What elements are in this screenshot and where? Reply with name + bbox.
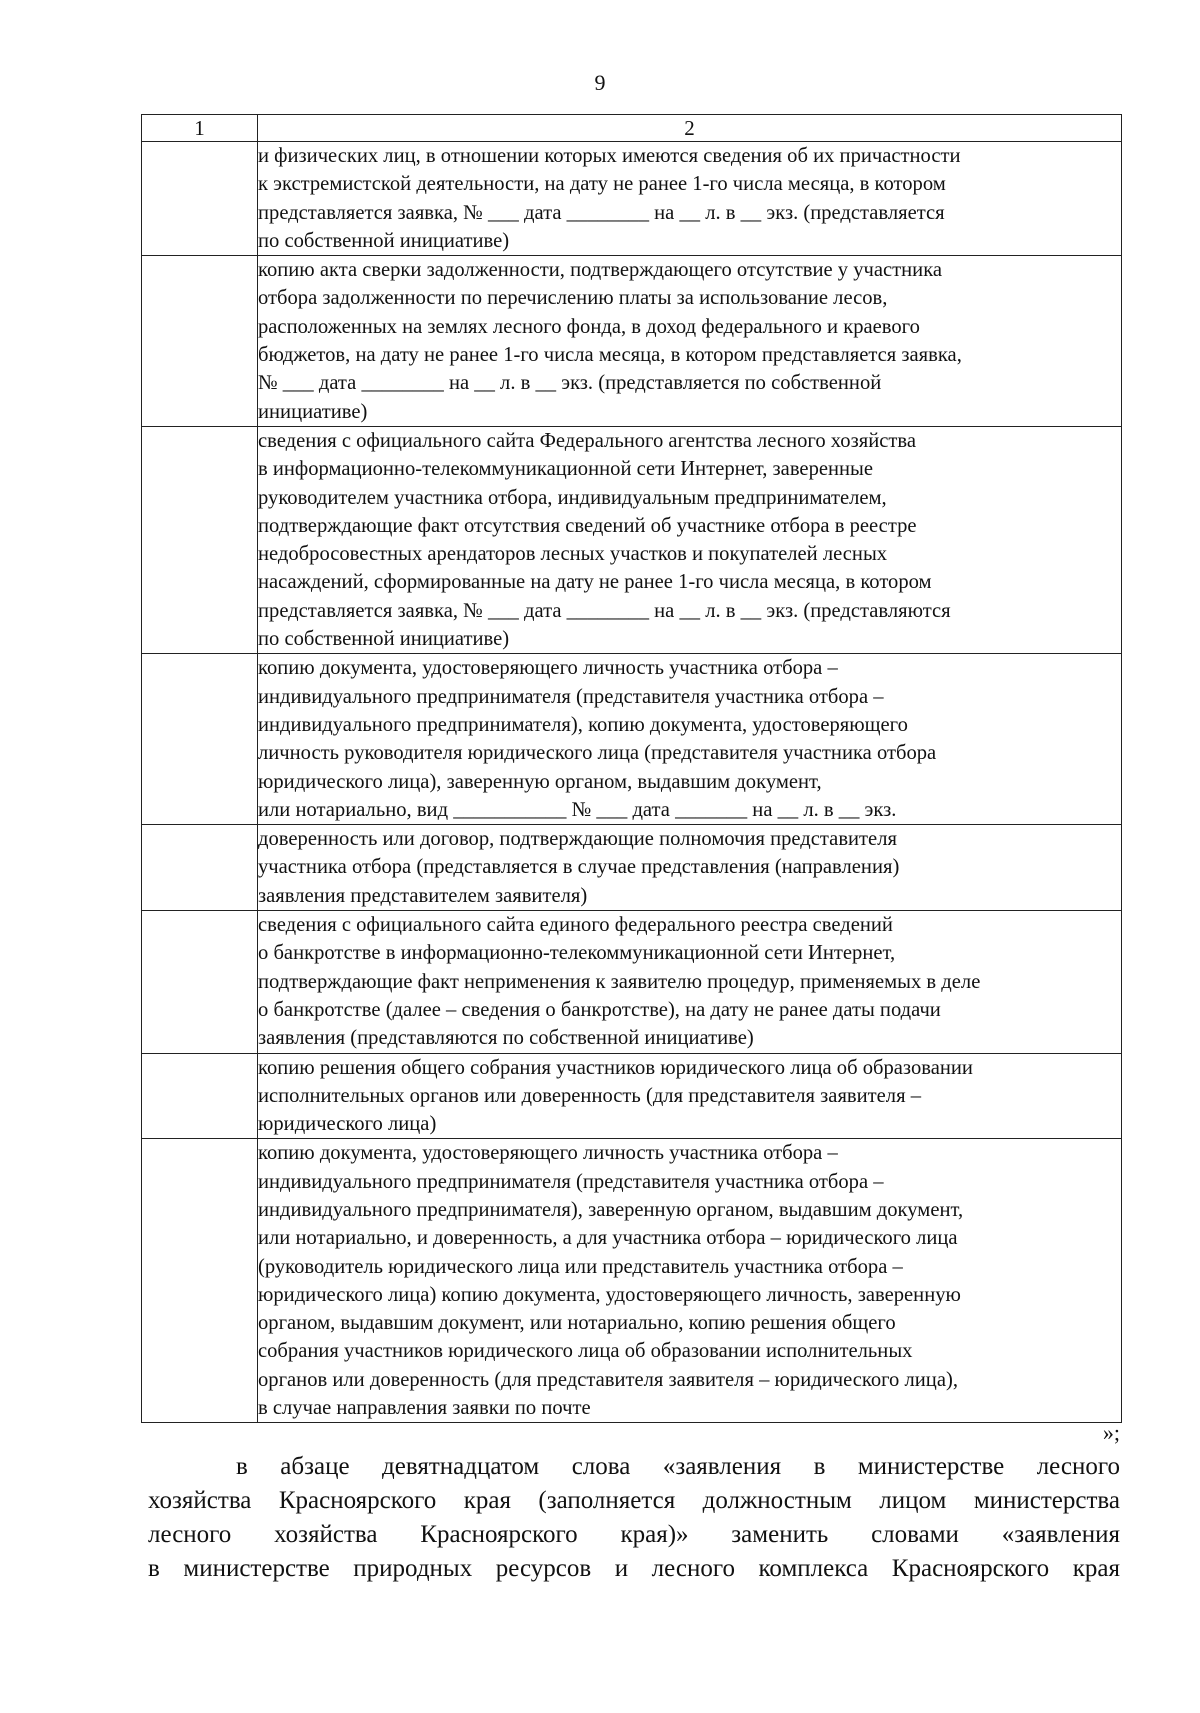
row-number-cell (142, 911, 258, 1053)
row-number-cell (142, 1053, 258, 1139)
text-line: насаждений, сформированные на дату не ранее 1-го числа месяца, в котором (258, 571, 932, 594)
amendment-paragraph (148, 1450, 1120, 1586)
text-line: о банкротстве в информационно-телекоммуникационной сети Интернет, (258, 942, 896, 965)
text-line: в случае направления заявки по почте (258, 1397, 591, 1420)
text-line: индивидуального предпринимателя (представителя участника отбора – (258, 685, 884, 708)
row-number-cell (142, 825, 258, 911)
text-line: органом, выдавшим документ, или нотариально, копию решения общего (258, 1312, 896, 1335)
row-text-cell (258, 426, 1122, 653)
table-row (142, 1139, 1122, 1423)
table-row (142, 1053, 1122, 1139)
paragraph-line: хозяйства Красноярского края (заполняется должностным лицом министерства (148, 1487, 1120, 1514)
row-text-cell (258, 1053, 1122, 1139)
column-header-1: 1 (142, 115, 258, 142)
text-line: подтверждающие факт неприменения к заявителю процедур, применяемых в деле (258, 970, 981, 993)
row-text-cell (258, 654, 1122, 825)
text-line: органов или доверенность (для представителя заявителя – юридического лица), (258, 1368, 958, 1391)
text-line: доверенность или договор, подтверждающие полномочия представителя (258, 828, 897, 851)
row-number-cell (142, 426, 258, 653)
closing-quote-mark: »; (1102, 1420, 1120, 1445)
table-row (142, 426, 1122, 653)
text-line: заявления представителем заявителя) (258, 884, 588, 907)
text-line: № ___ дата ________ на __ л. в __ экз. (представляется по собственной (258, 372, 882, 395)
row-number-cell (142, 142, 258, 256)
paragraph-line: лесного хозяйства Красноярского края)» заменить словами «заявления (148, 1521, 1120, 1548)
row-text-cell (258, 911, 1122, 1053)
text-line: недобросовестных арендаторов лесных участков и покупателей лесных (258, 543, 888, 566)
table-row (142, 825, 1122, 911)
paragraph-line: в абзаце девятнадцатом слова «заявления в министерстве лесного (236, 1453, 1120, 1480)
text-line: индивидуального предпринимателя), заверенную органом, выдавшим документ, (258, 1198, 964, 1221)
table-header-row (142, 115, 1122, 142)
text-line: собрания участников юридического лица об образовании исполнительных (258, 1340, 913, 1363)
text-line: индивидуального предпринимателя), копию документа, удостоверяющего (258, 713, 908, 736)
row-text-cell (258, 1139, 1122, 1423)
row-text-cell (258, 256, 1122, 427)
text-line: сведения с официального сайта Федерального агентства лесного хозяйства (258, 429, 916, 452)
table-row (142, 142, 1122, 256)
text-line: бюджетов, на дату не ранее 1-го числа месяца, в котором представляется заявка, (258, 344, 962, 367)
paragraph-line: в министерстве природных ресурсов и лесного комплекса Красноярского края (148, 1555, 1120, 1582)
row-number-cell (142, 256, 258, 427)
text-line: к экстремистской деятельности, на дату не ранее 1-го числа месяца, в котором (258, 173, 946, 196)
row-text-cell (258, 142, 1122, 256)
row-text-cell (258, 825, 1122, 911)
text-line: копию документа, удостоверяющего личность участника отбора – (258, 657, 838, 680)
requirements-table (141, 114, 1122, 1423)
text-line: или нотариально, и доверенность, а для участника отбора – юридического лица (258, 1227, 958, 1250)
table-row (142, 256, 1122, 427)
row-number-cell (142, 654, 258, 825)
column-header-2: 2 (258, 115, 1122, 142)
text-line: копию акта сверки задолженности, подтверждающего отсутствие у участника (258, 259, 943, 282)
text-line: юридического лица) копию документа, удостоверяющего личность, заверенную (258, 1283, 961, 1306)
text-line: копию документа, удостоверяющего личность участника отбора – (258, 1142, 838, 1165)
text-line: по собственной инициативе) (258, 229, 510, 252)
text-line: заявления (представляются по собственной инициативе) (258, 1027, 754, 1050)
page-number: 9 (594, 70, 606, 95)
text-line: по собственной инициативе) (258, 628, 510, 651)
text-line: представляется заявка, № ___ дата ________ на __ л. в __ экз. (представляется (258, 201, 945, 224)
text-line: и физических лиц, в отношении которых имеются сведения об их причастности (258, 145, 961, 167)
text-line: участника отбора (представляется в случае представления (направления) (258, 856, 900, 879)
text-line: сведения с официального сайта единого федерального реестра сведений (258, 914, 893, 937)
row-number-cell (142, 1139, 258, 1423)
text-line: копию решения общего собрания участников юридического лица об образовании (258, 1056, 973, 1079)
text-line: отбора задолженности по перечислению платы за использование лесов, (258, 287, 888, 310)
text-line: о банкротстве (далее – сведения о банкротстве), на дату не ранее даты подачи (258, 998, 941, 1021)
text-line: исполнительных органов или доверенность (для представителя заявителя – (258, 1084, 922, 1107)
text-line: индивидуального предпринимателя (представителя участника отбора – (258, 1170, 884, 1193)
text-line: юридического лица) (258, 1113, 437, 1136)
text-line: юридического лица), заверенную органом, выдавшим документ, (258, 770, 822, 793)
text-line: руководителем участника отбора, индивидуальным предпринимателем, (258, 486, 887, 509)
text-line: в информационно-телекоммуникационной сети Интернет, заверенные (258, 458, 874, 481)
text-line: представляется заявка, № ___ дата ________ на __ л. в __ экз. (представляются (258, 599, 951, 622)
table-row (142, 911, 1122, 1053)
text-line: инициативе) (258, 400, 368, 423)
text-line: подтверждающие факт отсутствия сведений об участнике отбора в реестре (258, 514, 917, 537)
text-line: (руководитель юридического лица или представитель участника отбора – (258, 1255, 903, 1278)
text-line: или нотариально, вид ___________ № ___ дата _______ на __ л. в __ экз. (258, 798, 897, 821)
text-line: личность руководителя юридического лица (представителя участника отбора (258, 742, 937, 765)
text-line: расположенных на землях лесного фонда, в доход федерального и краевого (258, 315, 920, 338)
table-row (142, 654, 1122, 825)
